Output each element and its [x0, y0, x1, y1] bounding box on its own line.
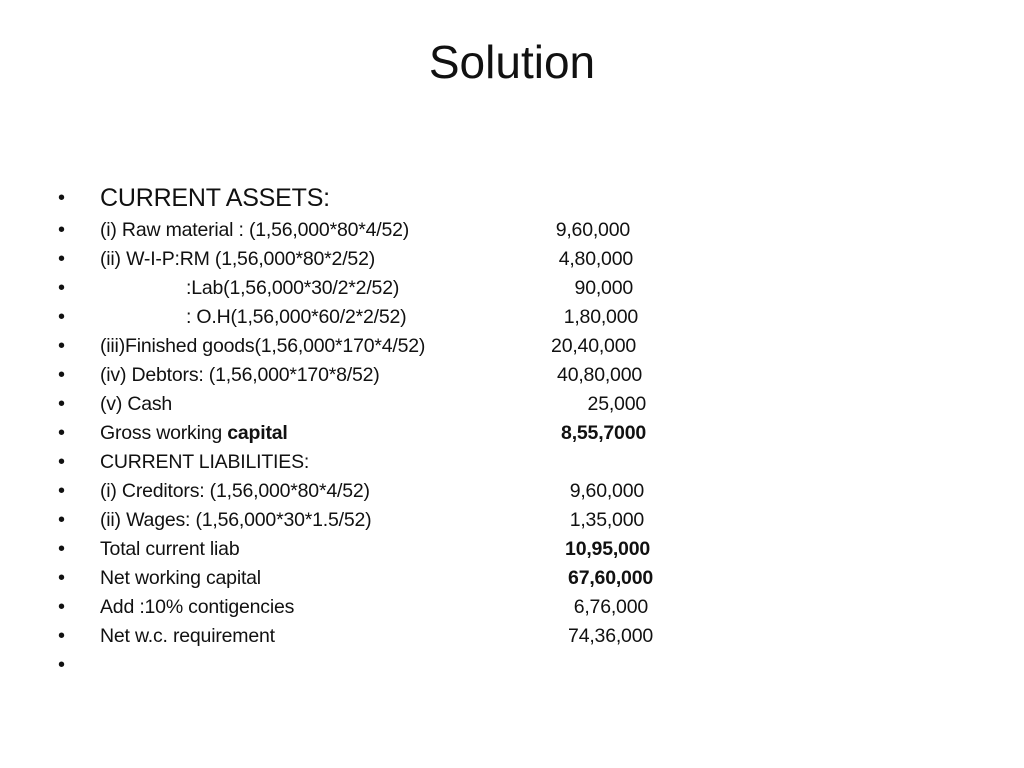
item-label: (i) Creditors: (1,56,000*80*4/52) — [100, 480, 370, 502]
item-value: 20,40,000 — [551, 335, 636, 357]
bullet-icon: • — [58, 219, 66, 241]
item-label — [100, 419, 288, 448]
item-value: 1,80,000 — [563, 306, 638, 328]
item-label: Net working capital — [100, 567, 261, 589]
bullet-icon: • — [58, 538, 66, 560]
list-item — [0, 332, 1024, 361]
bullet-icon: • — [58, 306, 66, 328]
item-label: Add :10% contigencies — [100, 596, 295, 618]
bullet-icon: • — [58, 393, 66, 415]
item-label: (ii) Wages: (1,56,000*30*1.5/52) — [100, 509, 372, 531]
item-value: 6,76,000 — [573, 596, 648, 618]
bullet-icon: • — [58, 335, 66, 357]
list-item — [0, 506, 1024, 535]
bullet-icon: • — [58, 596, 66, 618]
item-value: 4,80,000 — [558, 248, 633, 270]
item-value: 90,000 — [574, 277, 633, 299]
net-wc-requirement-value: 74,36,000 — [568, 625, 653, 647]
list-item — [0, 651, 1024, 680]
bullet-icon: • — [58, 509, 66, 531]
item-label: : O.H(1,56,000*60/2*2/52) — [186, 306, 407, 328]
list-item — [0, 622, 1024, 651]
bullet-icon: • — [58, 451, 66, 473]
net-working-capital-value: 67,60,000 — [568, 567, 653, 589]
list-item — [0, 216, 1024, 245]
item-label: Net w.c. requirement — [100, 625, 275, 647]
item-value: 9,60,000 — [569, 480, 644, 502]
bullet-icon: • — [58, 567, 66, 589]
item-value: 9,60,000 — [555, 219, 630, 241]
item-label-bold: capital — [227, 422, 288, 444]
bullet-icon: • — [58, 277, 66, 299]
list-item — [0, 564, 1024, 593]
section-heading-current-liabilities: CURRENT LIABILITIES: — [100, 451, 310, 473]
list-item — [0, 184, 1024, 213]
item-label: (v) Cash — [100, 393, 173, 415]
item-label: (ii) W-I-P:RM (1,56,000*80*2/52) — [100, 248, 376, 270]
list-item — [0, 274, 1024, 303]
item-label: :Lab(1,56,000*30/2*2/52) — [186, 277, 400, 299]
bullet-icon: • — [58, 422, 66, 444]
item-label: (i) Raw material : (1,56,000*80*4/52) — [100, 219, 410, 241]
item-value: 1,35,000 — [569, 509, 644, 531]
list-item — [0, 245, 1024, 274]
item-label-text: Gross working — [100, 422, 228, 444]
section-heading-current-assets: CURRENT ASSETS: — [100, 184, 330, 212]
list-item — [0, 448, 1024, 477]
bullet-icon: • — [58, 480, 66, 502]
item-label: (iv) Debtors: (1,56,000*170*8/52) — [100, 364, 380, 386]
bullet-icon: • — [58, 654, 66, 676]
item-label: (iii)Finished goods(1,56,000*170*4/52) — [100, 335, 426, 357]
bullet-icon: • — [58, 248, 66, 270]
list-item — [0, 303, 1024, 332]
list-item — [0, 593, 1024, 622]
item-value: 40,80,000 — [557, 364, 642, 386]
list-item — [0, 477, 1024, 506]
list-item — [0, 419, 1024, 448]
bullet-icon: • — [58, 364, 66, 386]
list-item — [0, 361, 1024, 390]
total-current-liab-value: 10,95,000 — [565, 538, 650, 560]
bullet-icon: • — [58, 625, 66, 647]
gross-working-capital-value: 8,55,7000 — [561, 422, 646, 444]
bullet-icon: • — [58, 187, 66, 209]
slide-title: Solution — [428, 36, 596, 88]
item-label: Total current liab — [100, 538, 240, 560]
item-value: 25,000 — [587, 393, 646, 415]
list-item — [0, 390, 1024, 419]
list-item — [0, 535, 1024, 564]
